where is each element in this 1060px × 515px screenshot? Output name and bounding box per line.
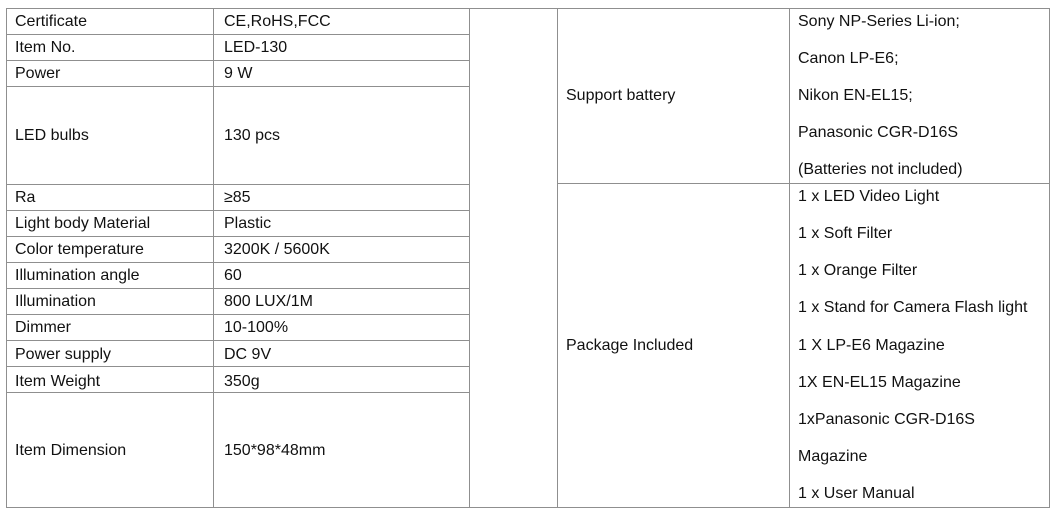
row-divider bbox=[6, 60, 470, 61]
spec-label-power-supply: Power supply bbox=[15, 346, 112, 363]
spec-value-item-no: LED-130 bbox=[224, 39, 288, 56]
row-divider bbox=[6, 340, 470, 341]
package-line: 1 x Soft Filter bbox=[798, 225, 893, 242]
spec-label-item-no: Item No. bbox=[15, 39, 76, 56]
package-line: 1xPanasonic CGR-D16S bbox=[798, 411, 975, 428]
spec-label-ra: Ra bbox=[15, 189, 36, 206]
battery-line: (Batteries not included) bbox=[798, 161, 963, 178]
column-divider bbox=[789, 8, 790, 508]
spec-value-power-supply: DC 9V bbox=[224, 346, 272, 363]
spec-label-item-weight: Item Weight bbox=[15, 373, 101, 390]
spec-label-power: Power bbox=[15, 65, 61, 82]
row-divider bbox=[6, 314, 470, 315]
row-divider bbox=[6, 392, 470, 393]
row-divider bbox=[6, 366, 470, 367]
spec-label-led-bulbs: LED bulbs bbox=[15, 127, 89, 144]
spec-value-power: 9 W bbox=[224, 65, 253, 82]
column-divider bbox=[213, 8, 214, 508]
table-border-right bbox=[1049, 8, 1050, 508]
row-divider bbox=[6, 34, 470, 35]
package-line: 1 x User Manual bbox=[798, 485, 915, 502]
spec-value-certificate: CE,RoHS,FCC bbox=[224, 13, 331, 30]
table-border-top bbox=[6, 8, 1050, 9]
column-divider bbox=[469, 8, 470, 508]
spec-value-dimmer: 10-100% bbox=[224, 319, 289, 336]
row-divider bbox=[6, 262, 470, 263]
spec-label-dimmer: Dimmer bbox=[15, 319, 71, 336]
package-included-label: Package Included bbox=[566, 337, 694, 354]
spec-value-ra: ≥85 bbox=[224, 189, 251, 206]
battery-line: Panasonic CGR-D16S bbox=[798, 124, 959, 141]
spec-label-illumination: Illumination bbox=[15, 293, 96, 310]
column-divider bbox=[557, 8, 558, 508]
package-line: Magazine bbox=[798, 448, 868, 465]
spec-value-item-dimension: 150*98*48mm bbox=[224, 442, 326, 459]
row-divider bbox=[6, 86, 470, 87]
spec-value-material: Plastic bbox=[224, 215, 272, 232]
spec-label-illumination-angle: Illumination angle bbox=[15, 267, 140, 284]
spec-label-color-temperature: Color temperature bbox=[15, 241, 144, 258]
spec-label-item-dimension: Item Dimension bbox=[15, 442, 127, 459]
row-divider bbox=[6, 288, 470, 289]
table-border-bottom bbox=[6, 507, 1050, 508]
row-divider bbox=[557, 183, 1050, 184]
spec-value-illumination: 800 LUX/1M bbox=[224, 293, 313, 310]
table-border-left bbox=[6, 8, 7, 508]
spec-value-illumination-angle: 60 bbox=[224, 267, 242, 284]
package-line: 1 x Stand for Camera Flash light bbox=[798, 299, 1028, 316]
row-divider bbox=[6, 210, 470, 211]
package-line: 1X EN-EL15 Magazine bbox=[798, 374, 961, 391]
spec-label-material: Light body Material bbox=[15, 215, 151, 232]
row-divider bbox=[6, 236, 470, 237]
package-line: 1 x Orange Filter bbox=[798, 262, 918, 279]
package-line: 1 x LED Video Light bbox=[798, 188, 940, 205]
spec-value-color-temperature: 3200K / 5600K bbox=[224, 241, 330, 258]
spec-label-certificate: Certificate bbox=[15, 13, 88, 30]
spec-value-item-weight: 350g bbox=[224, 373, 260, 390]
battery-line: Nikon EN-EL15; bbox=[798, 87, 913, 104]
row-divider bbox=[6, 184, 470, 185]
battery-line: Sony NP-Series Li-ion; bbox=[798, 13, 960, 30]
battery-line: Canon LP-E6; bbox=[798, 50, 899, 67]
package-line: 1 X LP-E6 Magazine bbox=[798, 337, 945, 354]
support-battery-label: Support battery bbox=[566, 87, 676, 104]
spec-value-led-bulbs: 130 pcs bbox=[224, 127, 281, 144]
